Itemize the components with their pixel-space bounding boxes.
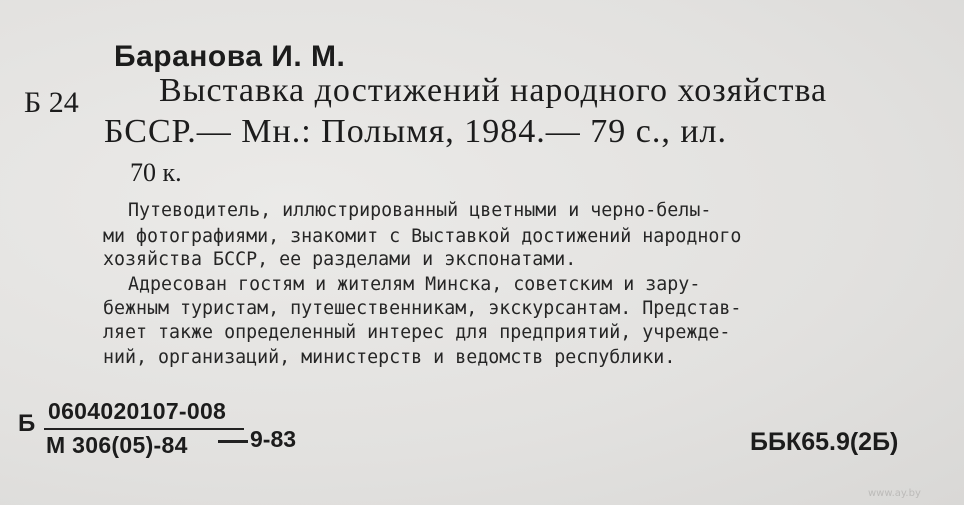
annotation-line: хозяйства БССР, ее разделами и экспонатами.	[103, 249, 577, 270]
index-numerator: 0604020107-008	[48, 398, 227, 424]
author-name: Баранова И. М.	[114, 40, 346, 73]
index-letter: Б	[18, 410, 36, 437]
annotation-line: ний, организаций, министерств и ведомств республики.	[103, 347, 676, 368]
annotation-line: Путеводитель, иллюстрированный цветными и черно-белы-	[128, 200, 712, 221]
index-dash	[218, 440, 248, 443]
annotation-line: ми фотографиями, знакомит с Выставкой достижений народного	[103, 226, 742, 247]
publication-info: БССР.— Мн.: Полымя, 1984.— 79 с., ил.	[104, 113, 728, 150]
price: 70 к.	[130, 158, 182, 187]
book-title: Выставка достижений народного хозяйства	[159, 72, 828, 109]
annotation-line: Адресован гостям и жителям Минска, советским и зару-	[128, 274, 701, 295]
annotation-line: бежным туристам, путешественникам, экскурсантам. Представ-	[103, 298, 742, 319]
fraction-line	[44, 428, 244, 430]
bbk-classification: ББК65.9(2Б)	[750, 428, 899, 456]
author-code: Б 24	[24, 86, 79, 119]
index-suffix: 9-83	[250, 426, 297, 452]
index-denominator: М 306(05)-84	[46, 432, 188, 458]
annotation-line: ляет также определенный интерес для предприятий, учрежде-	[103, 322, 731, 343]
watermark: www.ay.by	[868, 488, 921, 499]
